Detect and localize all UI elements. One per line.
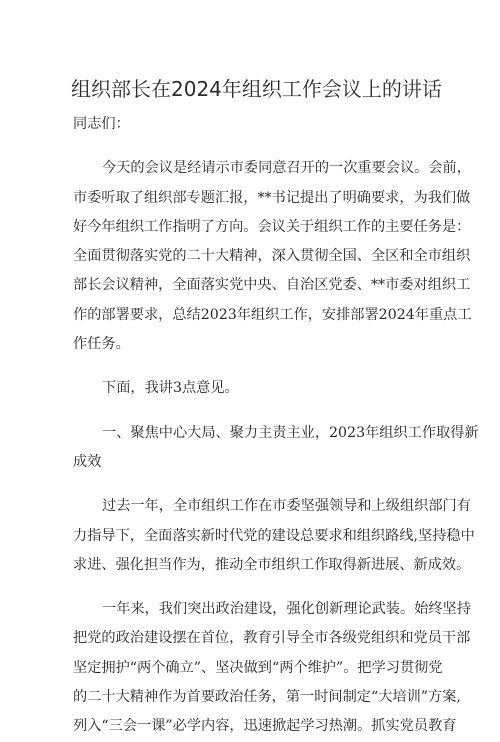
paragraph-spacer bbox=[73, 477, 445, 492]
paragraph-line: 作任务。 bbox=[73, 336, 130, 353]
paragraph-line: 坚定拥护“两个确立”、坚决做到“两个维护”。把学习贯彻党 bbox=[73, 659, 443, 676]
section-heading-line: 成效 bbox=[73, 453, 102, 470]
paragraph-line: 列入“三会一课”必学内容，迅速掀起学习热潮。抓实党员教育 bbox=[73, 718, 457, 735]
paragraph-line: 市委听取了组织部专题汇报，**书记提出了明确要求，为我们做 bbox=[73, 189, 471, 206]
document-title: 组织部长在2024年组织工作会议上的讲话 bbox=[71, 77, 442, 101]
paragraph-line: 求进、强化担当作为，推动全市组织工作取得新进展、新成效。 bbox=[73, 556, 471, 573]
paragraph-line: 全面贯彻落实党的二十大精神，深入贯彻全国、全区和全市组织 bbox=[73, 248, 471, 265]
paragraph-line: 下面，我讲3点意见。 bbox=[102, 380, 239, 397]
paragraph-spacer bbox=[73, 359, 445, 374]
paragraph-line: 过去一年，全市组织工作在市委坚强领导和上级组织部门有 bbox=[102, 498, 471, 515]
paragraph-line: 把党的政治建设摆在首位，教育引导全市各级党组织和党员干部 bbox=[73, 630, 471, 647]
section-heading-line: 一、聚焦中心大局、聚力主责主业，2023年组织工作取得新 bbox=[102, 424, 479, 441]
paragraph-spacer bbox=[73, 580, 445, 595]
paragraph-line: 作的部署要求，总结2023年组织工作，安排部署2024年重点工 bbox=[73, 306, 472, 323]
paragraph-spacer bbox=[73, 139, 445, 154]
paragraph-line: 力指导下，全面落实新时代党的建设总要求和组织路线,坚持稳中 bbox=[73, 527, 475, 544]
paragraph-line: 一年来，我们突出政治建设，强化创新理论武装。始终坚持 bbox=[102, 601, 471, 618]
paragraph-line: 的二十大精神作为首要政治任务，第一时间制定“大培训”方案, bbox=[73, 689, 461, 706]
paragraph-line: 部长会议精神，全面落实党中央、自治区党委、**市委对组织工 bbox=[73, 277, 471, 294]
paragraph-spacer bbox=[73, 404, 445, 419]
document-body bbox=[73, 110, 479, 742]
salutation: 同志们： bbox=[73, 116, 130, 132]
paragraph-line: 好今年组织工作指明了方向。会议关于组织工作的主要任务是： bbox=[73, 218, 471, 235]
paragraph-line: 今天的会议是经请示市委同意召开的一次重要会议。会前， bbox=[102, 160, 471, 177]
